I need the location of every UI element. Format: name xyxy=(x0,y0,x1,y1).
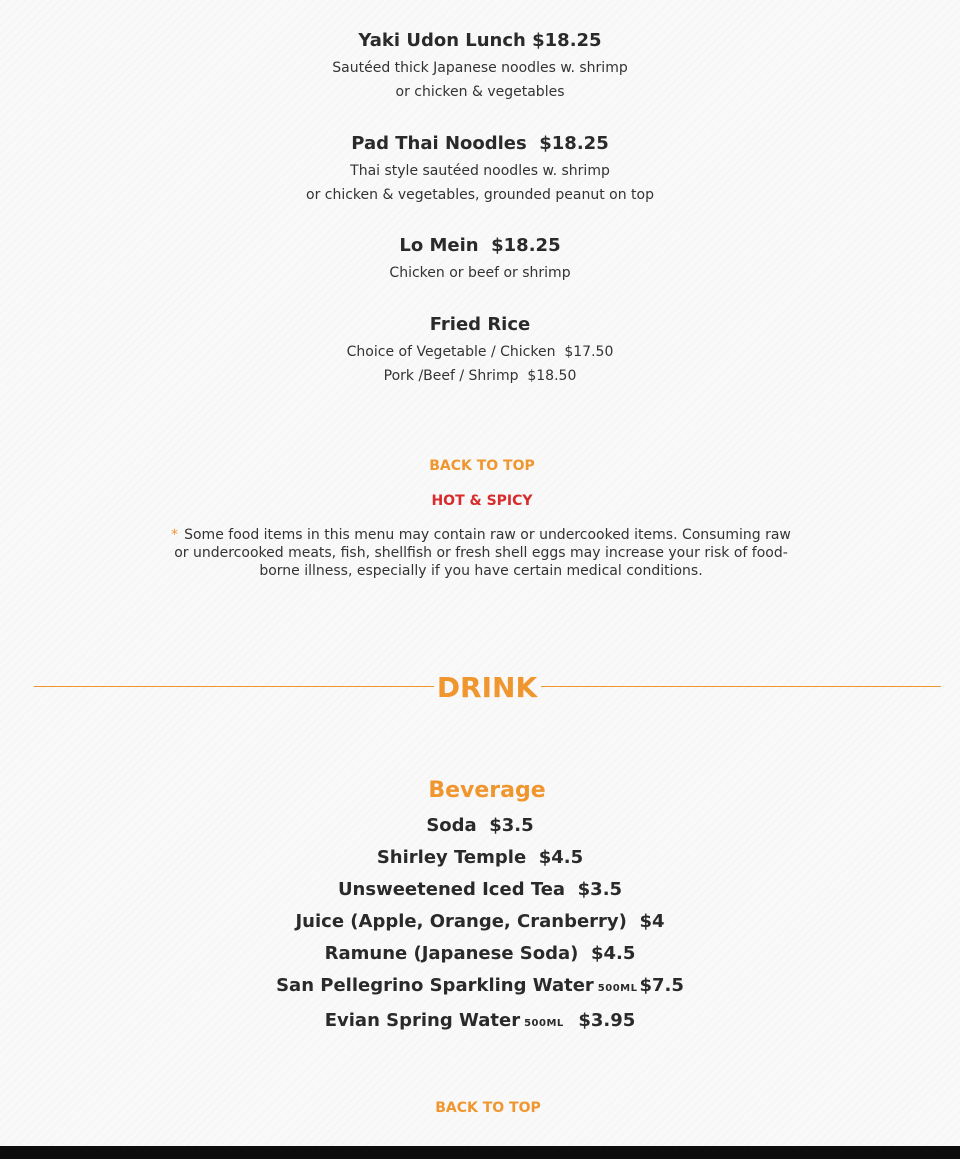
section-title-drink: DRINK xyxy=(436,671,538,704)
list-item xyxy=(0,810,960,842)
section-divider-left xyxy=(34,686,434,687)
dish-description-line: Sautéed thick Japanese noodles w. shrimp xyxy=(332,60,628,76)
dish-title: Yaki Udon Lunch $18.25 xyxy=(358,30,602,51)
drink-price: $7.5 xyxy=(639,975,684,996)
dish-description-line: Choice of Vegetable / Chicken $17.50 xyxy=(346,344,614,360)
list-item xyxy=(0,938,960,970)
back-to-top-link[interactable]: BACK TO TOP xyxy=(435,1100,541,1116)
drink-price: $4 xyxy=(639,911,665,932)
drink-price: $3.5 xyxy=(577,879,623,900)
list-item xyxy=(0,906,960,938)
drink-name: Evian Spring Water xyxy=(324,1010,521,1031)
drink-price: $4.5 xyxy=(590,943,636,964)
beverage-list xyxy=(0,810,960,1040)
drink-name: Soda xyxy=(426,815,477,836)
section-divider-right xyxy=(541,686,941,687)
dish-description-line: or chicken & vegetables xyxy=(395,84,565,100)
dish-pad-thai xyxy=(0,132,960,207)
notice-text: Some food items in this menu may contain raw or undercooked items. Consuming raw or undercooked meats, fish, shellfish or fresh shell eggs may increase your risk of food-borne illness, especially if you have certain medical conditions. xyxy=(174,527,791,579)
dish-yaki-udon xyxy=(0,29,960,104)
drink-price: $4.5 xyxy=(538,847,584,868)
drink-price: $3.5 xyxy=(489,815,534,836)
drink-size: 500ML xyxy=(597,983,638,994)
drink-size: 500ML xyxy=(524,1018,564,1029)
list-item xyxy=(0,874,960,906)
dish-fried-rice xyxy=(0,313,960,388)
dish-title: Fried Rice xyxy=(429,314,531,335)
dish-lo-mein xyxy=(0,234,960,285)
asterisk-icon: * xyxy=(171,527,179,543)
drink-name: San Pellegrino Sparkling Water xyxy=(276,975,594,996)
subsection-title-beverage: Beverage xyxy=(428,778,546,803)
dish-description-line: Pork /Beef / Shrimp $18.50 xyxy=(383,368,577,384)
hot-spicy-label: HOT & SPICY xyxy=(431,493,533,509)
drink-name: Ramune (Japanese Soda) xyxy=(324,943,579,964)
drink-name: Unsweetened Iced Tea xyxy=(337,879,566,900)
drink-name: Shirley Temple xyxy=(376,847,527,868)
list-item xyxy=(0,1005,960,1040)
drink-name: Juice (Apple, Orange, Cranberry) xyxy=(295,911,627,932)
dish-description-line: or chicken & vegetables, grounded peanut on top xyxy=(306,187,654,203)
raw-food-notice xyxy=(166,526,796,580)
back-to-top-link[interactable]: BACK TO TOP xyxy=(429,458,535,474)
dish-description-line: Chicken or beef or shrimp xyxy=(389,265,571,281)
footer-bar xyxy=(0,1146,960,1159)
dish-description-line: Thai style sautéed noodles w. shrimp xyxy=(350,163,610,179)
list-item xyxy=(0,970,960,1005)
drink-price: $3.95 xyxy=(578,1010,636,1031)
dish-title: Lo Mein $18.25 xyxy=(399,235,561,256)
dish-title: Pad Thai Noodles $18.25 xyxy=(351,133,609,154)
list-item xyxy=(0,842,960,874)
